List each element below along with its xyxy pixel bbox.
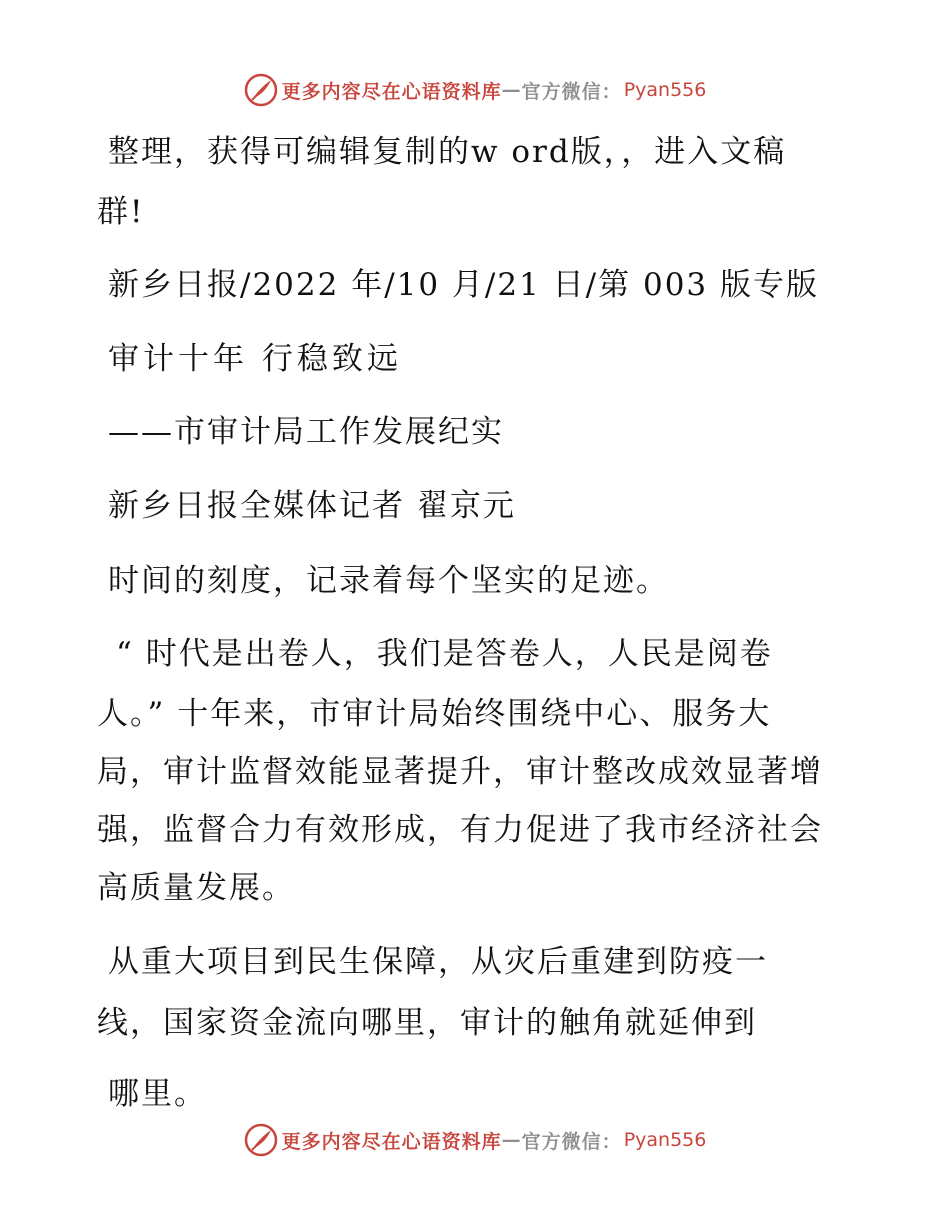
article-title: 审计十年 行稳致远 xyxy=(108,341,402,377)
article-byline: 新乡日报全媒体记者 翟京元 xyxy=(108,488,516,524)
paragraph-line: 时间的刻度，记录着每个坚实的足迹。 xyxy=(108,563,669,599)
watermark-wechat-id: Pyan556 xyxy=(623,79,707,101)
article-subtitle: ——市审计局工作发展纪实 xyxy=(108,414,504,450)
paragraph-line: “ 时代是出卷人，我们是答卷人，人民是阅卷 xyxy=(116,636,773,672)
paragraph-line: 群! xyxy=(97,194,145,230)
paragraph-line: 强，监督合力有效形成，有力促进了我市经济社会 xyxy=(97,812,823,848)
footer-watermark xyxy=(0,1120,950,1160)
paragraph-line: 从重大项目到民生保障，从灾后重建到防疫一 xyxy=(108,944,768,980)
header-watermark xyxy=(0,70,950,110)
paragraph-line: 整理，获得可编辑复制的w ord版，，进入文稿 xyxy=(108,134,787,170)
paragraph-line: 局，审计监督效能显著提升，审计整改成效显著增 xyxy=(97,754,823,790)
feather-pen-logo-icon xyxy=(244,73,278,107)
feather-pen-logo-icon xyxy=(244,1123,278,1157)
watermark-wechat-label: 官方微信： xyxy=(521,1130,622,1153)
paragraph-line: 人。” 十年来，市审计局始终围绕中心、服务大 xyxy=(97,696,772,732)
paragraph-line: 哪里。 xyxy=(108,1076,207,1112)
watermark-wechat-id: Pyan556 xyxy=(623,1129,707,1151)
paragraph-line: 线，国家资金流向哪里，审计的触角就延伸到 xyxy=(97,1005,757,1041)
watermark-main-text: 更多内容尽在心语资料库 xyxy=(281,80,502,103)
watermark-main-text: 更多内容尽在心语资料库 xyxy=(281,1130,502,1153)
watermark-dash: — xyxy=(501,1129,522,1151)
watermark-wechat-label: 官方微信： xyxy=(521,80,622,103)
publication-line: 新乡日报/2022 年/10 月/21 日/第 003 版专版 xyxy=(108,267,820,303)
watermark-dash: — xyxy=(501,79,522,101)
paragraph-line: 高质量发展。 xyxy=(97,870,295,906)
